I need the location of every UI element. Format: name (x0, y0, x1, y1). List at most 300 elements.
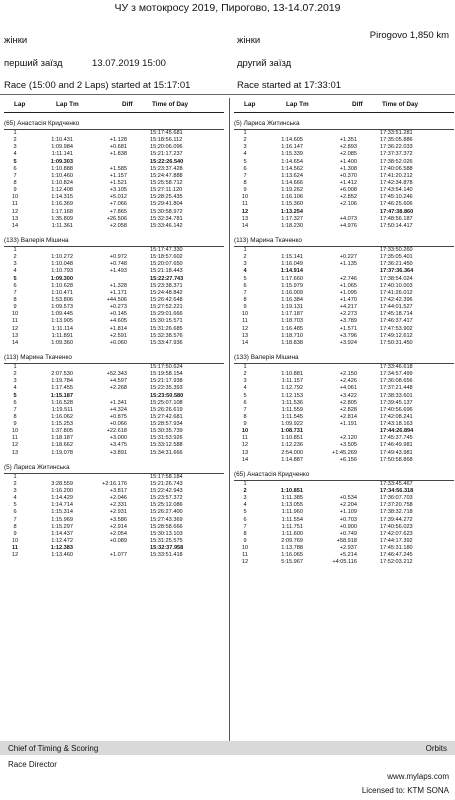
time-of-day: 15:18:56.112 (150, 137, 183, 144)
lap-time: 1:12.383 (50, 545, 73, 552)
time-of-day: 17:46:25.606 (380, 201, 413, 208)
lap-time: 1:18.703 (281, 318, 303, 325)
lap-number: 5 (13, 392, 17, 399)
lap-row (234, 393, 454, 400)
lap-time: 1:10.628 (51, 282, 73, 289)
time-of-day: 17:48:56.187 (380, 215, 413, 222)
right-class-label: жінки (237, 35, 261, 46)
lap-diff: +3.000 (109, 435, 127, 442)
lap-number: 3 (243, 495, 247, 502)
lap-diff: +1.521 (109, 179, 127, 186)
lap-time: 1:11.545 (281, 413, 303, 420)
lap-diff: +0.748 (109, 261, 127, 268)
lap-time: 1:11.385 (281, 495, 303, 502)
lap-time: 1:12.792 (281, 385, 303, 392)
lap-time: 1:14.914 (280, 268, 303, 275)
lap-time: 1:15.339 (281, 151, 303, 158)
time-of-day: 17:36:07.703 (380, 495, 413, 502)
lap-number: 10 (241, 545, 249, 552)
lap-diff: +1.308 (339, 165, 357, 172)
lap-row (234, 340, 454, 347)
lap-number: 9 (13, 187, 17, 194)
lap-row (4, 474, 224, 481)
time-of-day: 15:17:47.330 (150, 246, 183, 253)
lap-row (4, 304, 224, 311)
lap-number: 12 (11, 442, 19, 449)
lap-diff: +2.893 (339, 144, 357, 151)
lap-time: 1:16.200 (51, 488, 73, 495)
lap-time: 1:16.147 (281, 144, 303, 151)
lap-row (4, 428, 224, 435)
lap-diff: +58.918 (336, 538, 357, 545)
col-lap-header: Lap (244, 101, 256, 108)
lap-diff: +1.838 (109, 151, 127, 158)
lap-time: 1:14.437 (51, 530, 73, 537)
time-of-day: 15:26:27.400 (150, 509, 183, 516)
lap-row (234, 371, 454, 378)
lap-row (234, 261, 454, 268)
mylaps-site: www.mylaps.com (387, 772, 449, 781)
lap-row (4, 173, 224, 180)
lap-number: 2 (243, 371, 247, 378)
lap-row (234, 428, 454, 435)
time-of-day: 17:33:45.467 (380, 480, 413, 487)
lap-number: 7 (243, 406, 247, 413)
time-of-day: 17:39:45.137 (380, 399, 413, 406)
lap-time: 1:14.654 (281, 158, 303, 165)
lap-time: 1:17.187 (281, 311, 303, 318)
lap-time: 1:08.731 (280, 428, 303, 435)
lap-row (234, 268, 454, 275)
lap-time: 1:12.236 (281, 442, 303, 449)
time-of-day: 15:17:58.184 (150, 473, 183, 480)
lap-diff: +4.976 (339, 222, 357, 229)
lap-time: 1:19.131 (281, 304, 303, 311)
lap-time: 1:15.360 (281, 201, 303, 208)
lap-diff: +4.605 (109, 318, 127, 325)
left-race-started: Race (15:00 and 2 Laps) started at 15:17:01 (4, 80, 191, 91)
lap-number: 13 (11, 449, 19, 456)
lap-time: 1:14.562 (281, 165, 303, 172)
lap-diff: +1.171 (109, 289, 127, 296)
time-of-day: 15:22:27.743 (150, 275, 184, 282)
lap-row (4, 268, 224, 275)
lap-time: 2:54.000 (281, 449, 303, 456)
lap-diff: +3.586 (109, 516, 127, 523)
lap-time: 1:13.055 (281, 502, 303, 509)
lap-number: 6 (13, 282, 17, 289)
lap-number: 9 (13, 421, 17, 428)
lap-diff: +2.058 (109, 222, 127, 229)
time-of-day: 15:19:58.154 (150, 371, 183, 378)
time-of-day: 15:22:35.393 (150, 385, 183, 392)
rider-group (234, 119, 454, 230)
lap-diff: +1.328 (109, 282, 127, 289)
lap-time: 1:18.710 (281, 332, 303, 339)
time-of-day: 15:21:17.237 (150, 151, 183, 158)
lap-number: 8 (243, 179, 247, 186)
lap-number: 2 (13, 371, 17, 378)
lap-diff: +1.493 (109, 268, 127, 275)
time-of-day: 15:22:42.943 (150, 488, 183, 495)
time-of-day: 15:25:12.086 (150, 502, 183, 509)
lap-time: 1:10.888 (51, 165, 73, 172)
lap-time: 2:09.769 (281, 538, 303, 545)
col-lap-header: Lap (14, 101, 26, 108)
rider-name: (113) Марина Ткаченко (4, 353, 224, 364)
lap-number: 10 (11, 311, 19, 318)
time-of-day: 15:26:42.648 (150, 296, 183, 303)
lap-time: 2:07.530 (51, 371, 73, 378)
licensed-label: Licensed to: KTM SONA (361, 786, 449, 795)
lap-number: 6 (243, 165, 247, 172)
lap-number: 11 (242, 552, 248, 559)
lap-row (234, 407, 454, 414)
time-of-day: 15:23:57.372 (150, 495, 183, 502)
lap-time: 1:19.262 (281, 187, 303, 194)
time-of-day: 15:30:35.739 (150, 428, 183, 435)
lap-number: 5 (13, 275, 17, 282)
lap-row (4, 159, 224, 166)
time-of-day: 15:25:07.108 (150, 399, 183, 406)
right-race-label: другий заїзд (237, 58, 292, 69)
lap-row (4, 130, 224, 137)
lap-number: 6 (13, 165, 17, 172)
lap-number: 3 (13, 144, 17, 151)
rider-name: (5) Лариса Житинська (234, 119, 454, 130)
time-of-day: 17:42:34.878 (380, 179, 413, 186)
time-of-day: 17:36:22.033 (380, 144, 413, 151)
rider-name: (65) Анастасія Кридченко (4, 119, 224, 130)
lap-diff: +2.814 (339, 413, 357, 420)
lap-diff: +52.343 (106, 371, 127, 378)
lap-number: 12 (11, 208, 19, 215)
lap-number: 9 (13, 530, 17, 537)
col-diff-header: Diff (122, 101, 133, 108)
lap-time: 1:16.062 (51, 413, 73, 420)
lap-time: 1:13.254 (280, 208, 303, 215)
time-of-day: 15:29:01.666 (150, 311, 183, 318)
lap-time: 1:14.887 (281, 456, 303, 463)
lap-number: 8 (243, 296, 247, 303)
time-of-day: 15:28:25.435 (150, 194, 183, 201)
time-of-day: 15:25:58.712 (150, 179, 183, 186)
lap-number: 11 (242, 201, 248, 208)
lap-diff: +1.585 (109, 165, 127, 172)
time-of-day: 17:40:06.588 (380, 165, 413, 172)
lap-diff: +3.789 (339, 318, 357, 325)
lap-row (4, 435, 224, 442)
time-of-day: 15:24:47.888 (150, 172, 183, 179)
lap-row (234, 180, 454, 187)
lap-number: 5 (243, 158, 247, 165)
lap-diff: +1:45.269 (331, 449, 357, 456)
lap-time: 1:11.157 (281, 378, 303, 385)
lap-time: 1:16.049 (281, 261, 303, 268)
lap-row (234, 488, 454, 495)
time-of-day: 15:27:52.221 (150, 304, 183, 311)
lap-diff: +2.805 (339, 399, 357, 406)
lap-diff: +7.865 (109, 208, 127, 215)
lap-row (234, 283, 454, 290)
time-of-day: 17:36:08.656 (380, 378, 413, 385)
lap-time: 1:15.141 (281, 254, 303, 261)
time-of-day: 15:22:26.540 (150, 158, 184, 165)
time-of-day: 15:23:50.580 (150, 392, 184, 399)
lap-time: 1:17.327 (281, 215, 303, 222)
lap-number: 14 (11, 222, 19, 229)
col-tod-header: Time of Day (152, 101, 189, 108)
time-of-day: 15:32:34.781 (150, 215, 183, 222)
rider-name: (5) Лариса Житинська (4, 463, 224, 474)
lap-diff: +0.534 (339, 495, 357, 502)
lap-time: 1:19.784 (51, 378, 73, 385)
lap-number: 10 (11, 538, 19, 545)
time-of-day: 17:34:57.499 (380, 371, 413, 378)
lap-diff: +0.227 (339, 254, 357, 261)
lap-time: 1:10.881 (281, 371, 303, 378)
lap-diff: +2.085 (339, 151, 357, 158)
lap-number: 2 (13, 254, 17, 261)
lap-number: 10 (241, 428, 249, 435)
lap-time: 1:10.048 (51, 261, 73, 268)
lap-diff: +2.054 (109, 530, 127, 537)
lap-diff: +2.268 (109, 385, 127, 392)
time-of-day: 17:45:10.246 (380, 194, 413, 201)
lap-row (234, 559, 454, 566)
time-of-day: 15:24:48.842 (150, 289, 183, 296)
lap-number: 1 (13, 473, 17, 480)
lap-diff: +2.150 (339, 371, 357, 378)
time-of-day: 15:29:41.804 (150, 201, 183, 208)
lap-number: 6 (243, 399, 247, 406)
lap-row (234, 223, 454, 230)
lap-diff: +22.618 (106, 428, 127, 435)
time-of-day: 17:47:38.860 (380, 208, 414, 215)
lap-number: 13 (11, 215, 19, 222)
lap-diff: +0.370 (339, 172, 357, 179)
lap-number: 8 (13, 296, 17, 303)
time-of-day: 17:42:07.623 (380, 530, 413, 537)
time-of-day: 17:40:56.696 (380, 406, 413, 413)
lap-number: 4 (13, 385, 17, 392)
location-label: Pirogovo 1,850 km (369, 30, 449, 41)
lap-time: 1:09.300 (50, 275, 73, 282)
lap-number: 14 (241, 222, 249, 229)
lap-row (234, 326, 454, 333)
lap-row (4, 137, 224, 144)
lap-time: 1:15.253 (51, 421, 73, 428)
lap-time: 1:11.361 (51, 222, 73, 229)
lap-row (234, 495, 454, 502)
lap-number: 12 (241, 325, 249, 332)
lap-diff: +1.191 (339, 421, 357, 428)
lap-time: 1:09.573 (51, 304, 73, 311)
lap-row (4, 276, 224, 283)
time-of-day: 15:21:18.443 (150, 268, 183, 275)
time-of-day: 15:21:17.938 (150, 378, 183, 385)
lap-row (234, 318, 454, 325)
lap-number: 11 (242, 318, 248, 325)
lap-diff: +3.924 (339, 339, 357, 346)
lap-number: 8 (243, 530, 247, 537)
lap-row (234, 364, 454, 371)
time-of-day: 17:42:42.396 (380, 296, 413, 303)
time-of-day: 15:32:38.576 (150, 332, 183, 339)
lap-row (234, 414, 454, 421)
lap-row (4, 371, 224, 378)
time-of-day: 17:49:12.612 (380, 332, 413, 339)
time-of-day: 15:27:11.120 (150, 187, 183, 194)
lap-number: 14 (241, 456, 249, 463)
lap-row (234, 400, 454, 407)
time-of-day: 17:43:18.163 (380, 421, 413, 428)
time-of-day: 15:27:43.369 (150, 516, 183, 523)
lap-row (234, 538, 454, 545)
lap-time: 1:10.272 (51, 254, 73, 261)
lap-diff: +1.341 (109, 399, 127, 406)
lap-row (4, 385, 224, 392)
lap-diff: +6.008 (339, 187, 357, 194)
lap-diff: +3.105 (109, 187, 127, 194)
time-of-day: 17:33:46.618 (380, 363, 413, 370)
lap-time: 1:15.969 (51, 516, 73, 523)
lap-time: 1:11.554 (281, 516, 303, 523)
lap-row (234, 450, 454, 457)
lap-number: 14 (241, 339, 249, 346)
time-of-day: 15:31:26.685 (150, 325, 183, 332)
lap-row (234, 378, 454, 385)
lap-number: 1 (243, 363, 247, 370)
lap-time: 1:09.984 (51, 144, 73, 151)
time-of-day: 17:44:17.392 (380, 538, 413, 545)
lap-row (234, 216, 454, 223)
lap-number: 4 (243, 385, 247, 392)
time-of-day: 17:36:21.450 (380, 261, 413, 268)
lap-row (234, 481, 454, 488)
lap-row (234, 254, 454, 261)
lap-time: 1:15.314 (51, 509, 73, 516)
lap-time: 1:11.600 (281, 530, 303, 537)
time-of-day: 15:20:06.096 (150, 144, 183, 151)
lap-row (4, 364, 224, 371)
lap-row (4, 216, 224, 223)
lap-row (4, 283, 224, 290)
lap-number: 9 (243, 304, 247, 311)
time-of-day: 15:26:26.619 (150, 406, 183, 413)
lap-time: 1:12.408 (51, 187, 73, 194)
rider-group (234, 353, 454, 464)
lap-diff: +3.891 (109, 449, 127, 456)
lap-row (234, 333, 454, 340)
lap-time: 1:11.141 (51, 151, 73, 158)
lap-time: 1:09.303 (50, 158, 73, 165)
rider-group (234, 470, 454, 567)
lap-row (4, 209, 224, 216)
lap-row (234, 435, 454, 442)
lap-diff: +2.931 (109, 509, 127, 516)
lap-time: 1:14.315 (51, 194, 73, 201)
lap-row (234, 531, 454, 538)
lap-number: 7 (13, 172, 17, 179)
time-of-day: 17:50:58.868 (380, 456, 413, 463)
lap-number: 4 (13, 151, 17, 158)
lap-time: 5:15.967 (281, 559, 303, 566)
lap-diff: +2.937 (339, 545, 357, 552)
lap-row (4, 290, 224, 297)
lap-number: 13 (11, 332, 19, 339)
lap-number: 9 (243, 421, 247, 428)
lap-number: 2 (13, 137, 17, 144)
time-of-day: 17:45:18.714 (380, 311, 413, 318)
lap-row (4, 187, 224, 194)
time-of-day: 15:21:26.743 (150, 480, 183, 487)
lap-diff: +4.061 (339, 385, 357, 392)
lap-time: 1:16.065 (281, 552, 303, 559)
time-of-day: 17:47:53.902 (380, 325, 413, 332)
lap-row (4, 340, 224, 347)
lap-number: 13 (241, 215, 249, 222)
footer-bar (0, 741, 455, 755)
lap-row (4, 151, 224, 158)
lap-diff: +1.814 (109, 325, 127, 332)
lap-number: 8 (243, 413, 247, 420)
lap-time: 1:14.605 (281, 137, 303, 144)
lap-number: 2 (13, 480, 17, 487)
time-of-day: 17:44:01.527 (380, 304, 413, 311)
time-of-day: 15:23:38.371 (150, 282, 183, 289)
lap-number: 10 (11, 428, 19, 435)
lap-number: 4 (13, 495, 17, 502)
left-results-column (4, 98, 224, 559)
lap-time: 1:09.360 (51, 339, 73, 346)
lap-time: 1:09.922 (281, 421, 303, 428)
lap-time: 1:17.455 (51, 385, 73, 392)
lap-diff: +0.749 (339, 530, 357, 537)
time-of-day: 17:37:37.372 (380, 151, 413, 158)
lap-row (234, 457, 454, 464)
lap-number: 1 (13, 246, 17, 253)
lap-row (4, 318, 224, 325)
lap-diff: +5.012 (109, 194, 127, 201)
time-of-day: 15:30:15.571 (150, 318, 183, 325)
lap-diff: +1.077 (109, 552, 127, 559)
lap-diff: +0.145 (109, 311, 127, 318)
lap-row (234, 311, 454, 318)
lap-number: 1 (243, 246, 247, 253)
lap-diff: +0.681 (109, 144, 127, 151)
lap-diff: +2.828 (339, 406, 357, 413)
time-of-day: 15:28:58.666 (150, 523, 183, 530)
lap-time: 1:11.891 (51, 332, 73, 339)
rider-group (4, 353, 224, 457)
lap-diff: +3.796 (339, 332, 357, 339)
lap-row (4, 201, 224, 208)
lap-number: 6 (243, 516, 247, 523)
lap-diff: +3.475 (109, 442, 127, 449)
lap-row (234, 421, 454, 428)
lap-row (4, 495, 224, 502)
rider-name: (113) Марина Ткаченко (234, 236, 454, 247)
right-table-header (234, 98, 454, 113)
time-of-day: 17:41:20.212 (380, 172, 413, 179)
time-of-day: 17:52:03.212 (380, 559, 413, 566)
lap-row (4, 166, 224, 173)
time-of-day: 15:20:07.650 (150, 261, 183, 268)
lap-number: 11 (12, 318, 18, 325)
lap-row (234, 502, 454, 509)
lap-number: 4 (243, 268, 247, 275)
